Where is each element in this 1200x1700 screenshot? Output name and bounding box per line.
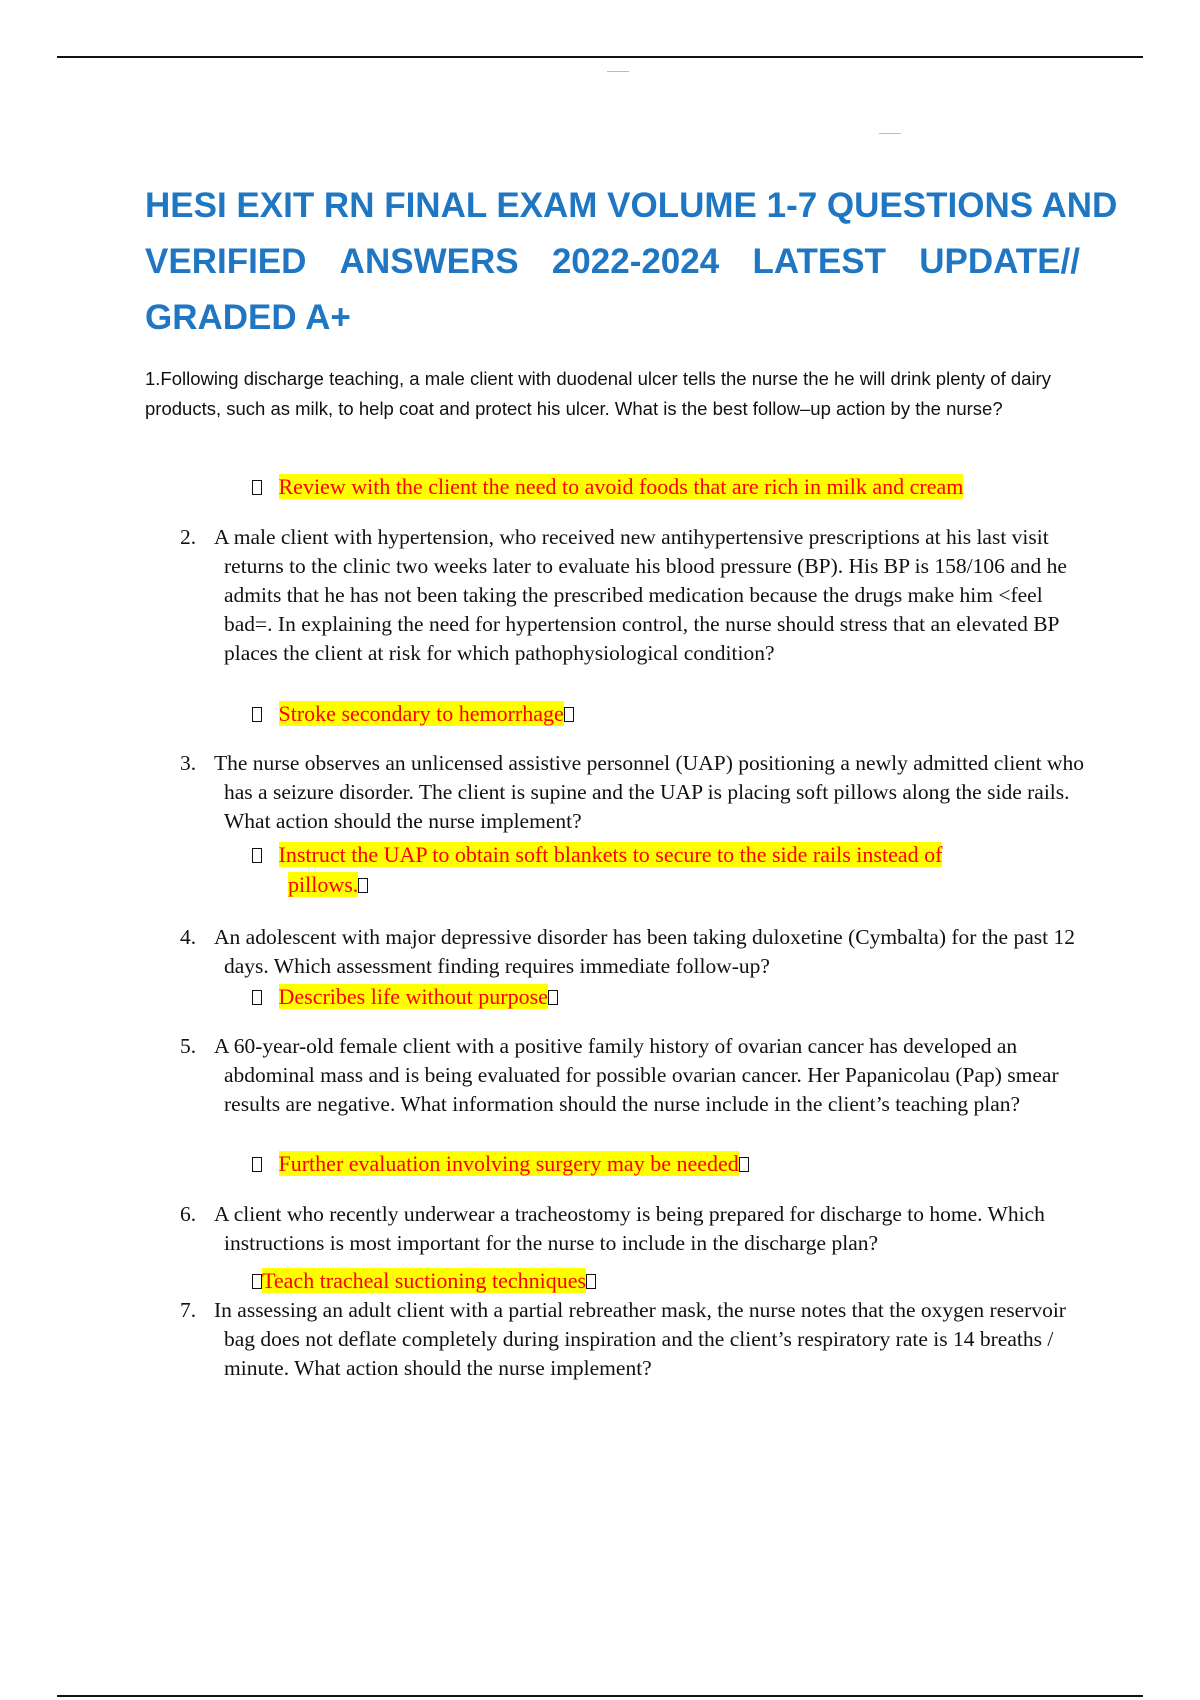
checkbox-icon [586,1274,596,1289]
checkbox-icon [252,1274,262,1289]
checkbox-icon [358,878,368,893]
checkbox-icon [548,990,558,1005]
document-title [145,178,1118,346]
checkbox-icon [252,480,262,495]
answer-1: Review with the client the need to avoid foods that are rich in milk and cream [252,472,963,501]
question-7: 7. In assessing an adult client with a partial rebreather mask, the nurse notes that the oxygen reservoir bag does not deflate completely during inspiration and the client’s respiratory rate is 14 breaths / minute. What action should the nurse implement? [180,1296,1090,1383]
question-3-text: The nurse observes an unlicensed assistive personnel (UAP) positioning a newly admitted client who has a seizure disorder. The client is supine and the UAP is placing soft pillows along the side rails. What action should the nurse implement? [214,751,1084,833]
answer-4: Describes life without purpose [252,982,558,1011]
checkbox-icon [252,707,262,722]
checkbox-icon [564,707,574,722]
question-5-text: A 60-year-old female client with a positive family history of ovarian cancer has developed an abdominal mass and is being evaluated for possible ovarian cancer. Her Papanicolau (Pap) smear results are negative. What information should the nurse include in the client’s teaching plan? [214,1034,1059,1116]
bottom-rule [57,1695,1143,1697]
title-line-2: VERIFIED ANSWERS 2022-2024 LATEST UPDATE// [145,242,1080,281]
question-5: 5. A 60-year-old female client with a positive family history of ovarian cancer has developed an abdominal mass and is being evaluated for possible ovarian cancer. Her Papanicolau (Pap) smear results are negative. What information should the nurse include in the client’s teaching plan? [180,1032,1090,1119]
header-mark [607,71,629,72]
answer-2: Stroke secondary to hemorrhage [252,699,574,728]
question-2-text: A male client with hypertension, who received new antihypertensive prescriptions at his last visit returns to the clinic two weeks later to evaluate his blood pressure (BP). His BP is 158/106 and he admits that he has not been taking the prescribed medication because the drugs make him <feel bad=. In explaining the need for hypertension control, the nurse should stress that an elevated BP places the client at risk for which pathophysiological condition? [214,525,1067,665]
title-line-1: HESI EXIT RN FINAL EXAM VOLUME 1-7 QUESTIONS AND [145,186,1118,225]
top-rule [57,56,1143,58]
checkbox-icon [252,848,262,863]
question-6: 6. A client who recently underwear a tracheostomy is being prepared for discharge to home. Which instructions is most important for the nurse to include in the discharge plan? [180,1200,1090,1258]
question-7-text: In assessing an adult client with a partial rebreather mask, the nurse notes that the oxygen reservoir bag does not deflate completely during inspiration and the client’s respiratory rate is 14 breaths / minute. What action should the nurse implement? [214,1298,1066,1380]
answer-3-line-2: pillows. [288,870,368,899]
title-line-3: GRADED A+ [145,298,351,337]
checkbox-icon [252,990,262,1005]
question-1-text: 1.Following discharge teaching, a male client with duodenal ulcer tells the nurse the he will drink plenty of dairy products, such as milk, to help coat and protect his ulcer. What is the best follow–up action by the nurse? [145,368,1051,419]
question-3: 3. The nurse observes an unlicensed assistive personnel (UAP) positioning a newly admitted client who has a seizure disorder. The client is supine and the UAP is placing soft pillows along the side rails. What action should the nurse implement? [180,749,1090,836]
header-mark [879,133,901,134]
checkbox-icon [739,1157,749,1172]
question-4: 4. An adolescent with major depressive disorder has been taking duloxetine (Cymbalta) for the past 12 days. Which assessment finding requires immediate follow-up? [180,923,1090,981]
question-2: 2. A male client with hypertension, who received new antihypertensive prescriptions at his last visit returns to the clinic two weeks later to evaluate his blood pressure (BP). His BP is 158/106 and he admits that he has not been taking the prescribed medication because the drugs make him <feel bad=. In explaining the need for hypertension control, the nurse should stress that an elevated BP places the client at risk for which pathophysiological condition? [180,523,1090,668]
answer-5: Further evaluation involving surgery may be needed [252,1149,749,1178]
answer-3-line-1: Instruct the UAP to obtain soft blankets to secure to the side rails instead of [252,840,942,869]
question-4-text: An adolescent with major depressive disorder has been taking duloxetine (Cymbalta) for the past 12 days. Which assessment finding requires immediate follow-up? [214,925,1075,978]
checkbox-icon [252,1157,262,1172]
answer-6: Teach tracheal suctioning techniques [252,1266,596,1295]
question-6-text: A client who recently underwear a tracheostomy is being prepared for discharge to home. Which instructions is most important for the nurse to include in the discharge plan? [214,1202,1045,1255]
